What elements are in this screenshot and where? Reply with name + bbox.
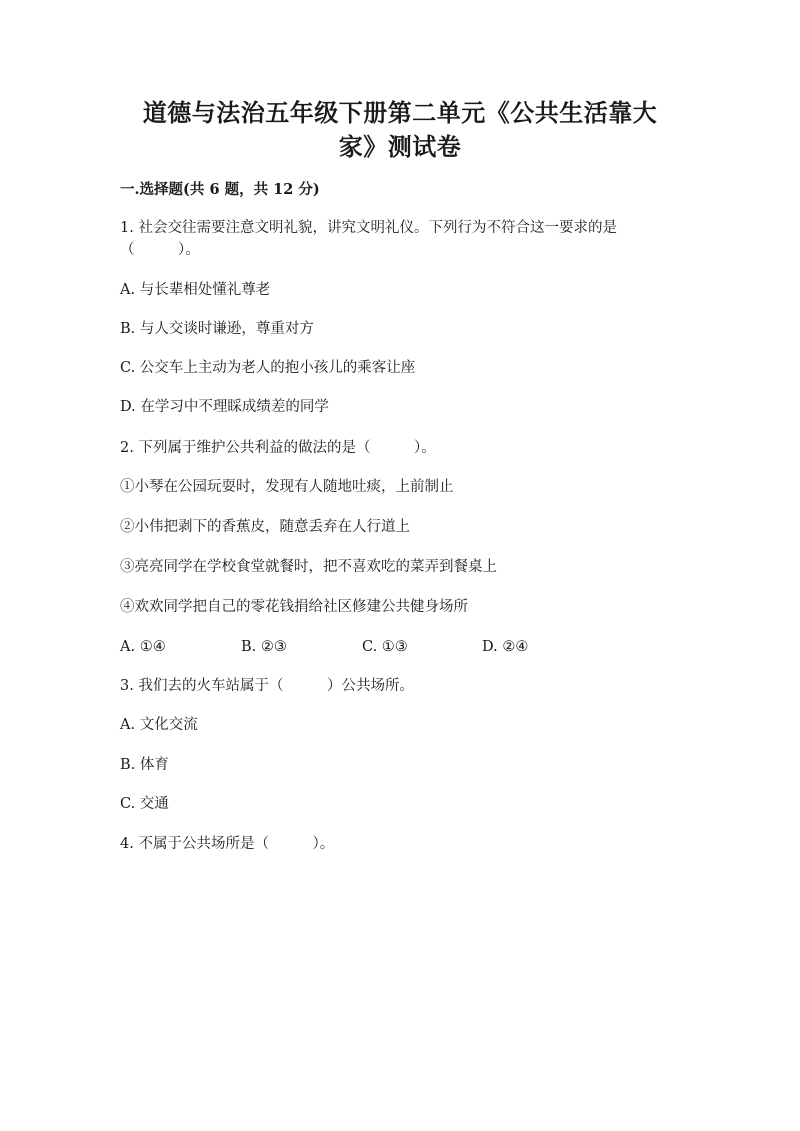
question-3-option-c: C. 交通 (120, 796, 169, 812)
question-1-stem-line-2: （ ）。 (120, 242, 200, 258)
question-2-statement-2: ②小伟把剥下的香蕉皮，随意丢弃在人行道上 (120, 519, 410, 535)
question-1-option-a: A. 与长辈相处懂礼尊老 (120, 282, 271, 298)
question-3-option-b: B. 体育 (120, 757, 169, 773)
question-2-option-c: C. ①③ (362, 639, 408, 655)
page-title (120, 96, 680, 164)
question-3-option-a: A. 文化交流 (120, 717, 198, 733)
question-1-option-b: B. 与人交谈时谦逊，尊重对方 (120, 321, 314, 337)
title-line-2: 家》测试卷 (338, 132, 462, 161)
section-heading: 一.选择题(共 6 题，共 12 分) (120, 181, 320, 198)
question-2-option-a: A. ①④ (120, 639, 166, 655)
question-1-option-d: D. 在学习中不理睬成绩差的同学 (120, 399, 329, 415)
question-2-stem: 2. 下列属于维护公共利益的做法的是（ ）。 (120, 440, 436, 456)
question-1-option-c: C. 公交车上主动为老人的抱小孩儿的乘客让座 (120, 360, 416, 376)
question-2-statement-4: ④欢欢同学把自己的零花钱捐给社区修建公共健身场所 (120, 599, 468, 615)
question-2-statement-1: ①小琴在公园玩耍时，发现有人随地吐痰，上前制止 (120, 479, 454, 495)
question-3-stem: 3. 我们去的火车站属于（ ）公共场所。 (120, 678, 414, 694)
question-4-stem: 4. 不属于公共场所是（ ）。 (120, 836, 335, 852)
question-2-option-b: B. ②③ (241, 639, 287, 655)
question-2-statement-3: ③亮亮同学在学校食堂就餐时，把不喜欢吃的菜弄到餐桌上 (120, 559, 497, 575)
title-line-1: 道德与法治五年级下册第二单元《公共生活靠大 (142, 98, 658, 127)
question-2-option-d: D. ②④ (482, 639, 529, 655)
question-1-stem-line-1: 1. 社会交往需要注意文明礼貌，讲究文明礼仪。下列行为不符合这一要求的是 (120, 220, 617, 236)
